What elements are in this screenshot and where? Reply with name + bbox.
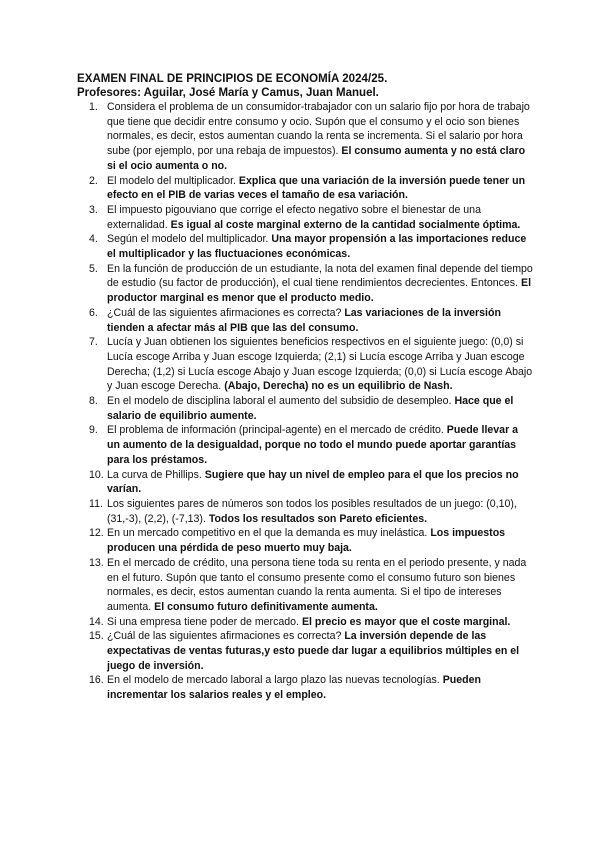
question-number: 11. xyxy=(89,497,103,510)
question-item xyxy=(77,468,533,497)
question-number: 2. xyxy=(89,174,98,187)
exam-title: EXAMEN FINAL DE PRINCIPIOS DE ECONOMÍA 2024/25. xyxy=(77,73,388,85)
question-item xyxy=(77,615,533,630)
question-answer: El productor marginal es menor que el producto medio. xyxy=(107,277,532,305)
question-text: En la función de producción de un estudiante, la nota del examen final depende del tiempo de estudio (su factor de producción), el cual tiene rendimientos decrecientes. Entonces. xyxy=(107,262,533,290)
question-item xyxy=(77,556,533,615)
question-answer: El consumo futuro definitivamente aumenta. xyxy=(154,600,378,613)
question-number: 1. xyxy=(89,101,98,113)
question-number: 3. xyxy=(89,203,98,216)
question-answer: Explica que una variación de la inversión puede tener un efecto en el PIB de varias veces el tamaño de esa variación. xyxy=(107,174,526,202)
question-text: Considera el problema de un consumidor-trabajador con un salario fijo por hora de trabajo que tiene que decidir entre consumo y ocio. Supón que el consumo y el ocio son bienes normales, es decir, estos aumentan cuando la renta se incrementa. Si el salario por hora sube (por ejemplo, por una rebaja de impuestos). xyxy=(107,101,530,158)
question-item xyxy=(77,394,533,423)
question-answer: Sugiere que hay un nivel de empleo para el que los precios no varían. xyxy=(107,468,519,496)
question-text: En el modelo de disciplina laboral el aumento del subsidio de desempleo. xyxy=(107,395,452,408)
question-answer: (Abajo, Derecha) no es un equilibrio de Nash. xyxy=(224,380,453,393)
question-number: 13. xyxy=(89,556,104,569)
question-text: En un mercado competitivo en el que la demanda es muy inelástica. xyxy=(107,527,428,540)
question-number: 7. xyxy=(89,336,98,349)
question-number: 5. xyxy=(89,262,98,275)
question-number: 10. xyxy=(89,468,104,481)
question-item xyxy=(77,232,533,261)
question-item xyxy=(77,335,533,394)
question-item xyxy=(77,100,533,174)
question-item xyxy=(77,262,533,306)
question-item xyxy=(77,497,533,526)
question-text: El modelo del multiplicador. xyxy=(107,174,236,187)
question-number: 12. xyxy=(89,527,104,540)
question-answer: El precio es mayor que el coste marginal. xyxy=(301,615,511,628)
question-text: ¿Cuál de las siguientes afirmaciones es correcta? xyxy=(107,630,342,643)
question-item xyxy=(77,203,533,232)
question-item xyxy=(77,526,533,555)
question-number: 6. xyxy=(89,306,98,319)
question-answer: Una mayor propensión a las importaciones reduce el multiplicador y las fluctuaciones económicas. xyxy=(107,233,527,261)
question-number: 15. xyxy=(89,630,104,643)
question-text: En el mercado de crédito, una persona tiene toda su renta en el periodo presente, y nada en el futuro. Supón que tanto el consumo presente como el consumo futuro son bienes normales, es decir, estos aumentan cuando la renta aumenta. Si el tipo de intereses aumenta. xyxy=(107,556,527,613)
question-number: 14. xyxy=(89,615,104,628)
question-text: Según el modelo del multiplicador. xyxy=(107,233,269,246)
question-answer: Puede llevar a un aumento de la desigualdad, porque no todo el mundo puede aportar garantías para los préstamos. xyxy=(107,424,519,466)
question-answer: Pueden incrementar los salarios reales y el empleo. xyxy=(107,674,481,702)
question-number: 4. xyxy=(89,233,98,246)
question-answer: Hace que el salario de equilibrio aumente. xyxy=(107,395,514,422)
question-list xyxy=(77,100,533,703)
question-text: La curva de Phillips. xyxy=(107,468,202,481)
question-text: El impuesto pigouviano que corrige el efecto negativo sobre el bienestar de una externalidad. xyxy=(107,203,481,231)
question-text: Los siguientes pares de números son todos los posibles resultados de un juego: (0,10), (31,-3), (2,2), (-7,13). xyxy=(107,497,517,525)
question-text: Si una empresa tiene poder de mercado. xyxy=(107,615,299,628)
question-number: 16. xyxy=(89,674,104,687)
question-text: ¿Cuál de las siguientes afirmaciones es correcta? xyxy=(107,306,342,319)
question-item xyxy=(77,306,533,335)
question-answer: Las variaciones de la inversión tienden a afectar más al PIB que las del consumo. xyxy=(107,306,501,334)
question-item xyxy=(77,423,533,467)
question-item xyxy=(77,174,533,203)
question-answer: Los impuestos producen una pérdida de peso muerto muy baja. xyxy=(107,527,506,555)
question-text: Lucía y Juan obtienen los siguientes beneficios respectivos en el siguiente juego: (0,0) si Lucía escoge Arriba y Juan escoge Izquierda; (2,1) si Lucía escoge Arriba y Juan escoge Derecha; (1,2) si Lucía escoge Abajo y Juan escoge Izquierda; (0,0) si Lucía escoge Abajo y Juan escoge Derecha. xyxy=(107,336,533,393)
question-item xyxy=(77,629,533,673)
question-answer: Todos los resultados son Pareto eficientes. xyxy=(208,512,428,525)
question-text: El problema de información (principal-agente) en el mercado de crédito. xyxy=(107,424,444,437)
question-number: 8. xyxy=(89,395,98,408)
question-answer: Es igual al coste marginal externo de la cantidad socialmente óptima. xyxy=(170,218,521,231)
question-number: 9. xyxy=(89,424,98,437)
question-answer: El consumo aumenta y no está claro si el ocio aumenta o no. xyxy=(107,145,526,172)
question-item xyxy=(77,673,533,702)
question-text: En el modelo de mercado laboral a largo plazo las nuevas tecnologías. xyxy=(107,674,440,687)
professors-line: Profesores: Aguilar, José María y Camus, Juan Manuel. xyxy=(77,87,379,99)
question-answer: La inversión depende de las expectativas de ventas futuras,y esto puede dar lugar a equilibrios múltiples en el juego de inversión. xyxy=(107,630,520,672)
